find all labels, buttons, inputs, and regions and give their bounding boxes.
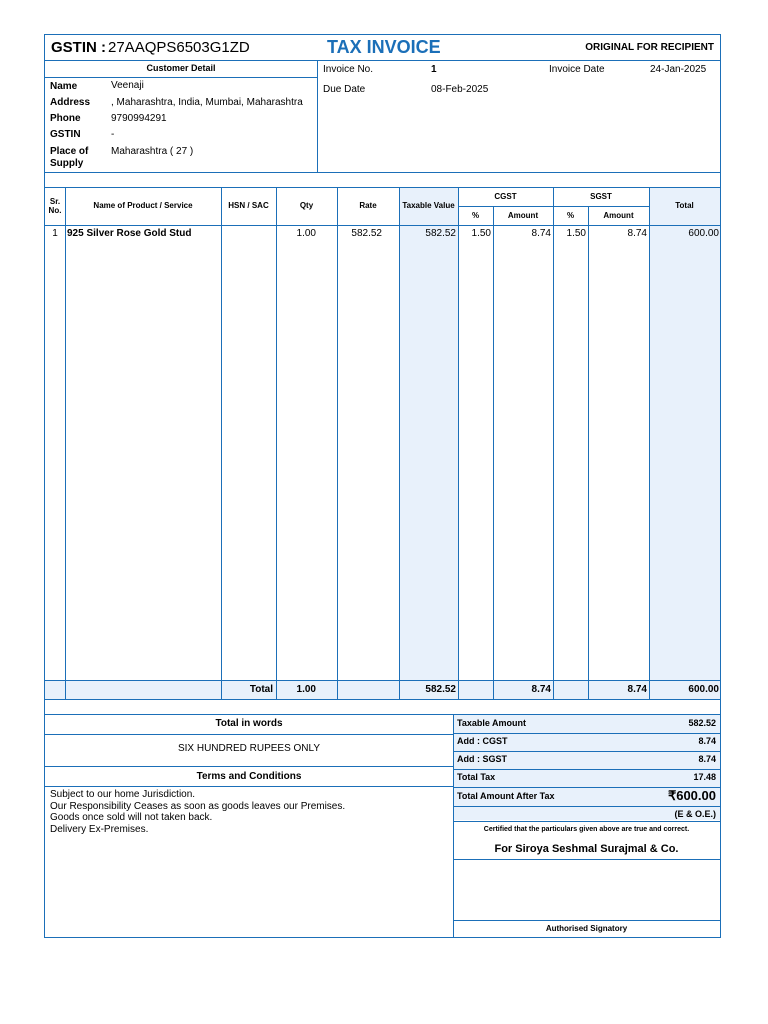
customer-gstin-label: GSTIN — [50, 129, 81, 140]
customer-address-label: Address — [50, 97, 91, 108]
terms-line: Goods once sold will not taken back. — [50, 812, 213, 823]
due-date-label: Due Date — [323, 84, 366, 95]
total-in-words-title: Total in words — [215, 718, 283, 729]
row-qty: 1.00 — [296, 228, 316, 239]
terms-line: Our Responsibility Ceases as soon as goods leaves our Premises. — [50, 801, 346, 812]
total-after-tax: ₹600.00 — [667, 788, 716, 803]
taxable-amount-label: Taxable Amount — [457, 718, 527, 728]
col-cgst: CGST — [494, 192, 517, 201]
totals-cgst: 8.74 — [531, 684, 551, 695]
add-sgst-label: Add : SGST — [457, 754, 507, 764]
col-total: Total — [675, 201, 694, 210]
certified-note: Certified that the particulars given above are true and correct. — [483, 826, 690, 833]
col-cgst-pct: % — [471, 211, 480, 220]
total-after-tax-label: Total Amount After Tax — [457, 791, 555, 801]
due-date: 08-Feb-2025 — [431, 84, 489, 95]
total-in-words: SIX HUNDRED RUPEES ONLY — [177, 743, 321, 754]
col-sgst-pct: % — [566, 211, 575, 220]
totals-taxable: 582.52 — [425, 684, 456, 695]
customer-detail-title: Customer Detail — [146, 63, 216, 73]
row-sr: 1 — [52, 228, 58, 239]
customer-address: , Maharashtra, India, Mumbai, Maharashtra — [111, 97, 303, 108]
total-tax-label: Total Tax — [457, 772, 496, 782]
col-sr-1: Sr. — [49, 197, 61, 206]
invoice-no: 1 — [431, 64, 437, 75]
col-rate: Rate — [359, 201, 377, 210]
customer-name-label: Name — [50, 81, 78, 92]
col-sgst: SGST — [590, 192, 612, 201]
place-of-supply: Maharashtra ( 27 ) — [111, 146, 194, 157]
terms-line: Delivery Ex-Premises. — [50, 824, 149, 835]
customer-phone-label: Phone — [50, 113, 81, 124]
col-product: Name of Product / Service — [93, 201, 193, 210]
company-name: For Siroya Seshmal Surajmal & Co. — [494, 843, 679, 855]
document-title: TAX INVOICE — [327, 37, 441, 57]
customer-phone: 9790994291 — [111, 113, 167, 124]
invoice-document — [44, 34, 721, 938]
gstin-label: GSTIN : — [51, 39, 106, 56]
row-sgst-pct: 1.50 — [566, 228, 586, 239]
row-taxable: 582.52 — [425, 228, 456, 239]
row-total: 600.00 — [688, 228, 719, 239]
col-sgst-amount: Amount — [603, 211, 634, 220]
totals-qty: 1.00 — [296, 684, 316, 695]
invoice-date-label: Invoice Date — [549, 64, 605, 75]
col-qty: Qty — [299, 201, 314, 210]
invoice-date: 24-Jan-2025 — [650, 64, 707, 75]
eoe-note: (E & O.E.) — [674, 809, 716, 819]
place-of-supply-label-2: Supply — [50, 158, 84, 169]
add-sgst: 8.74 — [698, 754, 716, 764]
place-of-supply-label-1: Place of — [50, 146, 89, 157]
row-sgst-amount: 8.74 — [627, 228, 647, 239]
totals-grand: 600.00 — [688, 684, 719, 695]
add-cgst-label: Add : CGST — [457, 736, 508, 746]
customer-name: Veenaji — [111, 80, 144, 91]
terms-line: Subject to our home Jurisdiction. — [50, 789, 196, 800]
row-rate: 582.52 — [351, 228, 382, 239]
total-tax: 17.48 — [693, 772, 716, 782]
taxable-amount: 582.52 — [688, 718, 716, 728]
copy-label: ORIGINAL FOR RECIPIENT — [585, 42, 714, 53]
customer-gstin: - — [111, 129, 115, 140]
terms-title: Terms and Conditions — [196, 771, 302, 782]
col-sr-2: No. — [48, 206, 62, 215]
seller-gstin: 27AAQPS6503G1ZD — [108, 39, 250, 56]
authorised-signatory: Authorised Signatory — [545, 924, 628, 933]
row-cgst-pct: 1.50 — [471, 228, 491, 239]
invoice-no-label: Invoice No. — [323, 64, 374, 75]
row-cgst-amount: 8.74 — [531, 228, 551, 239]
totals-sgst: 8.74 — [627, 684, 647, 695]
totals-label: Total — [249, 684, 273, 695]
col-hsn: HSN / SAC — [228, 201, 269, 210]
col-taxable: Taxable Value — [402, 201, 455, 210]
col-cgst-amount: Amount — [507, 211, 539, 220]
row-product: 925 Silver Rose Gold Stud — [67, 228, 192, 239]
add-cgst: 8.74 — [698, 736, 716, 746]
